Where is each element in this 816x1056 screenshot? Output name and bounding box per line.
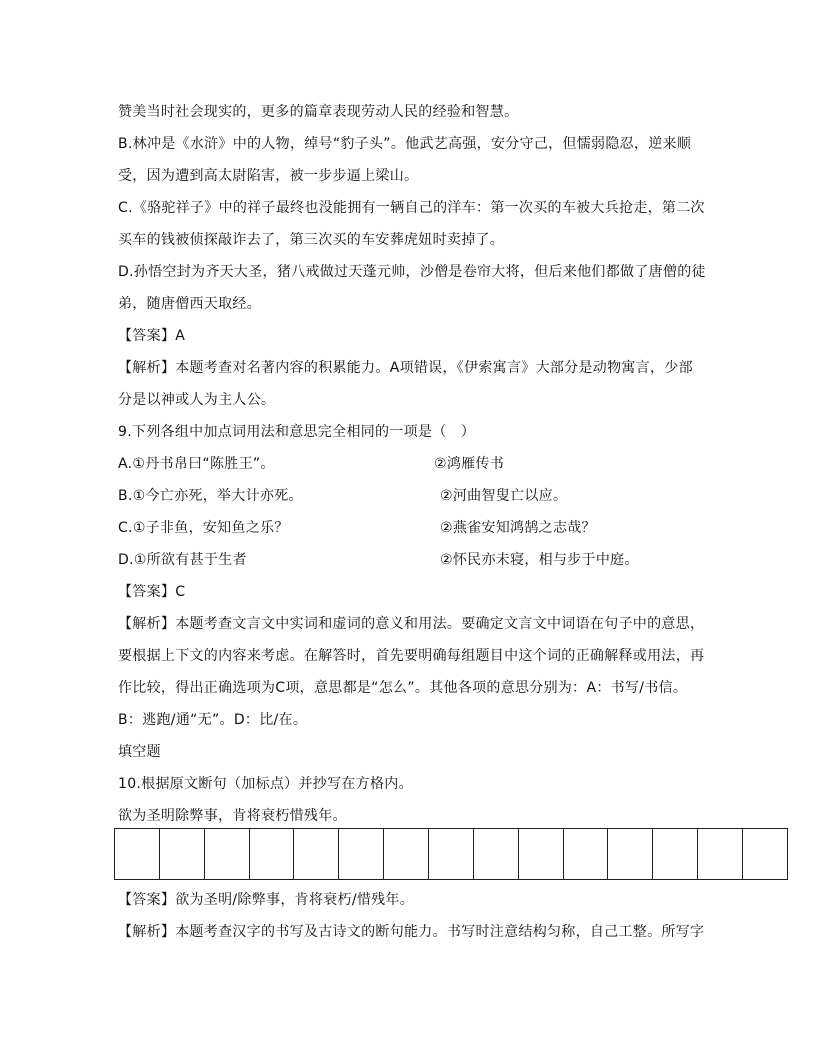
answer-8: 【答案】A (118, 328, 186, 344)
grid-cell[interactable] (205, 829, 250, 879)
q9-option-c (118, 518, 718, 538)
analysis-9: 【解析】本题考查文言文中实词和虚词的意义和用法。要确定文言文中词语在句子中的意思， (118, 616, 705, 632)
option-left: B.①今亡亦死，举大计亦死。 (118, 488, 303, 504)
answer-10: 【答案】欲为圣明/除弊事，肯将衰朽/惜残年。 (118, 892, 415, 908)
option-left: C.①子非鱼，安知鱼之乐？ (118, 520, 289, 536)
answer-9: 【答案】C (118, 584, 186, 600)
grid-cell[interactable] (519, 829, 564, 879)
text-line: 作比较，得出正确选项为C项，意思都是“怎么”。其他各项的意思分别为：A：书写/书信。 (118, 680, 688, 696)
grid-cell[interactable] (339, 829, 384, 879)
writing-grid (114, 828, 788, 880)
grid-cell[interactable] (250, 829, 295, 879)
option-b-line: B.林冲是《水浒》中的人物，绰号“豹子头”。他武艺高强，安分守己，但懦弱隐忍，逆来顺 (118, 136, 692, 152)
section-heading: 填空题 (118, 744, 161, 760)
question-10: 10.根据原文断句（加标点）并抄写在方格内。 (118, 776, 413, 792)
text-line: 买车的钱被侦探敲诈去了，第三次买的车安葬虎妞时卖掉了。 (118, 232, 505, 248)
grid-cell[interactable] (698, 829, 743, 879)
text-line: B：逃跑/通“无”。D：比/在。 (118, 712, 308, 728)
q9-option-a (118, 454, 718, 474)
grid-cell[interactable] (429, 829, 474, 879)
analysis-10: 【解析】本题考查汉字的书写及古诗文的断句能力。书写时注意结构匀称，自己工整。所写字 (118, 924, 705, 940)
grid-cell[interactable] (564, 829, 609, 879)
grid-cell[interactable] (653, 829, 698, 879)
option-right: ②燕雀安知鸿鹄之志哉？ (440, 520, 596, 536)
q9-option-d (118, 550, 718, 570)
option-c-line: C.《骆驼祥子》中的祥子最终也没能拥有一辆自己的洋车：第一次买的车被大兵抢走，第二次 (118, 200, 705, 216)
q9-option-b (118, 486, 718, 506)
text-line: 分是以神或人为主人公。 (118, 392, 276, 408)
question-9: 9.下列各组中加点词用法和意思完全相同的一项是（ ） (118, 424, 476, 440)
option-right: ②怀民亦未寝，相与步于中庭。 (440, 552, 639, 568)
option-right: ②河曲智叟亡以应。 (440, 488, 568, 504)
grid-cell[interactable] (160, 829, 205, 879)
grid-cell[interactable] (294, 829, 339, 879)
grid-cell[interactable] (474, 829, 519, 879)
analysis-8: 【解析】本题考查对名著内容的积累能力。A项错误，《伊索寓言》大部分是动物寓言，少部 (118, 360, 693, 376)
question-10-text: 欲为圣明除弊事，肯将衰朽惜残年。 (118, 808, 347, 824)
option-d-line: D.孙悟空封为齐天大圣，猪八戒做过天蓬元帅，沙僧是卷帘大将，但后来他们都做了唐僧的徒 (118, 264, 706, 280)
grid-cell[interactable] (384, 829, 429, 879)
text-line: 赞美当时社会现实的，更多的篇章表现劳动人民的经验和智慧。 (118, 104, 519, 120)
text-line: 弟，随唐僧西天取经。 (118, 296, 261, 312)
text-line: 受，因为遭到高太尉陷害，被一步步逼上梁山。 (118, 168, 419, 184)
grid-cell[interactable] (743, 829, 787, 879)
text-line: 要根据上下文的内容来考虑。在解答时，首先要明确每组题目中这个词的正确解释或用法，再 (118, 648, 705, 664)
option-left: A.①丹书帛曰“陈胜王”。 (118, 456, 275, 472)
option-left: D.①所欲有甚于生者 (118, 552, 247, 568)
option-right: ②鸿雁传书 (434, 456, 505, 472)
grid-cell[interactable] (608, 829, 653, 879)
grid-cell[interactable] (115, 829, 160, 879)
